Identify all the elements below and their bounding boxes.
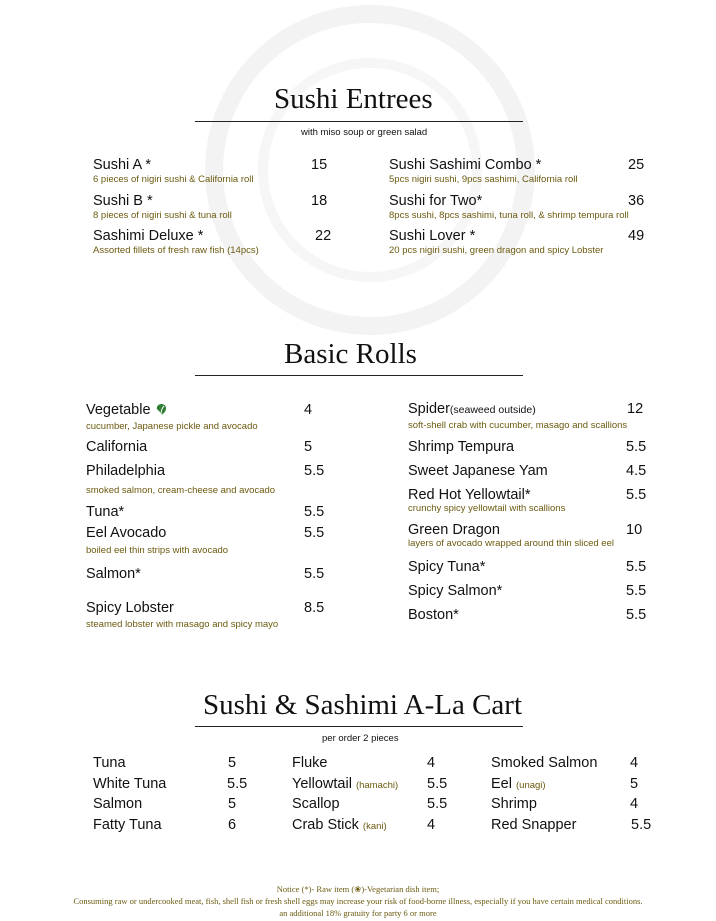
entree-price: 36 [628, 193, 645, 209]
entree-name: Sushi A * [93, 157, 152, 173]
roll-name: Tuna* [86, 504, 125, 520]
roll-price: 5.5 [626, 559, 647, 575]
alacart-item [93, 776, 166, 792]
entree-desc: 5pcs nigiri sushi, 9pcs sashimi, California roll [389, 174, 578, 185]
alacart-price: 5 [228, 796, 237, 812]
alacart-item [292, 796, 340, 812]
alacart-name: White Tuna [93, 776, 167, 792]
entree-name: Sashimi Deluxe * [93, 228, 204, 244]
alacart-subtitle: per order 2 pieces [322, 733, 399, 744]
entree-desc: 6 pieces of nigiri sushi & California roll [93, 174, 254, 185]
alacart-name: Fluke [292, 755, 328, 771]
roll-item [86, 525, 166, 541]
alacart-item [292, 776, 398, 792]
alacart-item [491, 776, 546, 792]
roll-price: 5.5 [626, 607, 647, 623]
section-title-rolls: Basic Rolls [284, 338, 417, 370]
alacart-name: Tuna [93, 755, 126, 771]
alacart-price: 5 [228, 755, 237, 771]
roll-price: 5.5 [626, 439, 647, 455]
alacart-item [93, 817, 162, 833]
alacart-price: 5.5 [427, 776, 448, 792]
roll-name: Philadelphia [86, 463, 166, 479]
alacart-price: 5 [630, 776, 639, 792]
roll-note: (seaweed outside) [449, 404, 536, 416]
alacart-item [491, 817, 576, 833]
alacart-item [491, 755, 597, 771]
roll-name: Sweet Japanese Yam [408, 463, 548, 479]
roll-name: Spicy Tuna* [408, 559, 486, 575]
roll-item [86, 566, 141, 582]
roll-name: Spicy Lobster [86, 600, 174, 616]
alacart-price: 5.5 [427, 796, 448, 812]
alacart-price: 5.5 [227, 776, 248, 792]
roll-desc: soft-shell crab with cucumber, masago and scallions [408, 420, 628, 431]
divider-rolls [195, 375, 523, 376]
alacart-price: 6 [228, 817, 237, 833]
footer-notice: Notice (*)- Raw item (❀)-Vegetarian dish item; [276, 884, 440, 894]
alacart-name: Eel [491, 776, 512, 792]
roll-item [86, 463, 165, 479]
entree-price: 25 [628, 157, 645, 173]
alacart-japanese-name: (kani) [362, 821, 387, 832]
roll-price: 5.5 [304, 504, 325, 520]
roll-price: 5.5 [304, 566, 325, 582]
roll-price: 8.5 [304, 600, 325, 616]
entree-price: 49 [628, 228, 645, 244]
alacart-name: Scallop [292, 796, 340, 812]
section-title-alacart: Sushi & Sashimi A-La Cart [203, 689, 522, 721]
alacart-price: 4 [630, 796, 639, 812]
roll-desc: cucumber, Japanese pickle and avocado [86, 421, 258, 432]
roll-desc: smoked salmon, cream-cheese and avocado [86, 485, 276, 496]
roll-price: 5.5 [626, 487, 647, 503]
entree-price: 22 [315, 228, 332, 244]
alacart-japanese-name: (hamachi) [355, 780, 399, 791]
alacart-price: 4 [427, 817, 436, 833]
entree-desc: 8pcs sushi, 8pcs sashimi, tuna roll, & shrimp tempura roll [389, 210, 629, 221]
alacart-japanese-name: (unagi) [516, 780, 546, 791]
entree-desc: 20 pcs nigiri sushi, green dragon and spicy Lobster [389, 245, 604, 256]
roll-price: 5.5 [304, 525, 325, 541]
entree-name: Sushi B * [93, 193, 153, 209]
roll-name: Salmon* [86, 566, 141, 582]
roll-desc: layers of avocado wrapped around thin sliced eel [408, 538, 614, 549]
roll-name: Boston* [408, 607, 459, 623]
entree-desc: 8 pieces of nigiri sushi & tuna roll [93, 210, 232, 221]
roll-price: 10 [626, 522, 643, 538]
alacart-item [93, 755, 126, 771]
entree-name: Sushi for Two* [389, 193, 483, 209]
alacart-name: Shrimp [491, 796, 537, 812]
vegetarian-icon [155, 403, 168, 416]
roll-name: California [86, 439, 148, 455]
footer-warning: Consuming raw or undercooked meat, fish, shell fish or fresh shell eggs may increase your risk of food-borne illness, especially if you have certain medical conditions. [73, 896, 643, 906]
roll-price: 5.5 [304, 463, 325, 479]
roll-price: 5 [304, 439, 313, 455]
alacart-name: Salmon [93, 796, 143, 812]
entree-desc: Assorted fillets of fresh raw fish (14pcs) [93, 245, 259, 256]
roll-item-spider [408, 401, 536, 417]
roll-name: Red Hot Yellowtail* [408, 487, 531, 503]
alacart-name: Fatty Tuna [93, 817, 162, 833]
roll-name: Spicy Salmon* [408, 583, 503, 599]
alacart-item [292, 755, 327, 771]
roll-price: 12 [627, 401, 644, 417]
alacart-price: 5.5 [631, 817, 652, 833]
roll-name: Shrimp Tempura [408, 439, 515, 455]
roll-price: 4 [304, 402, 313, 418]
roll-name: Green Dragon [408, 522, 500, 538]
roll-item [86, 504, 124, 520]
roll-name: Spider [408, 401, 450, 417]
alacart-name: Crab Stick [292, 817, 359, 833]
entree-name: Sushi Sashimi Combo * [389, 157, 542, 173]
entrees-subtitle: with miso soup or green salad [301, 127, 428, 138]
alacart-name: Smoked Salmon [491, 755, 598, 771]
divider-alacart [195, 726, 523, 727]
roll-price: 4.5 [626, 463, 647, 479]
roll-desc: crunchy spicy yellowtail with scallions [408, 503, 566, 514]
entree-price: 15 [311, 157, 328, 173]
section-title-entrees: Sushi Entrees [274, 83, 433, 115]
roll-name: Eel Avocado [86, 525, 167, 541]
alacart-item [93, 796, 142, 812]
alacart-item [292, 817, 387, 833]
alacart-price: 4 [630, 755, 639, 771]
roll-desc: boiled eel thin strips with avocado [86, 545, 229, 556]
alacart-price: 4 [427, 755, 436, 771]
roll-item [86, 600, 174, 616]
divider-entrees [195, 121, 523, 122]
footer-gratuity: an additional 18% gratuity for party 6 or more [279, 908, 437, 918]
roll-item [86, 402, 168, 418]
roll-desc: steamed lobster with masago and spicy mayo [86, 619, 279, 630]
alacart-name: Yellowtail [292, 776, 352, 792]
entree-name: Sushi Lover * [389, 228, 476, 244]
roll-price: 5.5 [626, 583, 647, 599]
roll-item [86, 439, 147, 455]
roll-name: Vegetable [86, 402, 151, 418]
alacart-name: Red Snapper [491, 817, 577, 833]
entree-price: 18 [311, 193, 328, 209]
alacart-item [491, 796, 537, 812]
